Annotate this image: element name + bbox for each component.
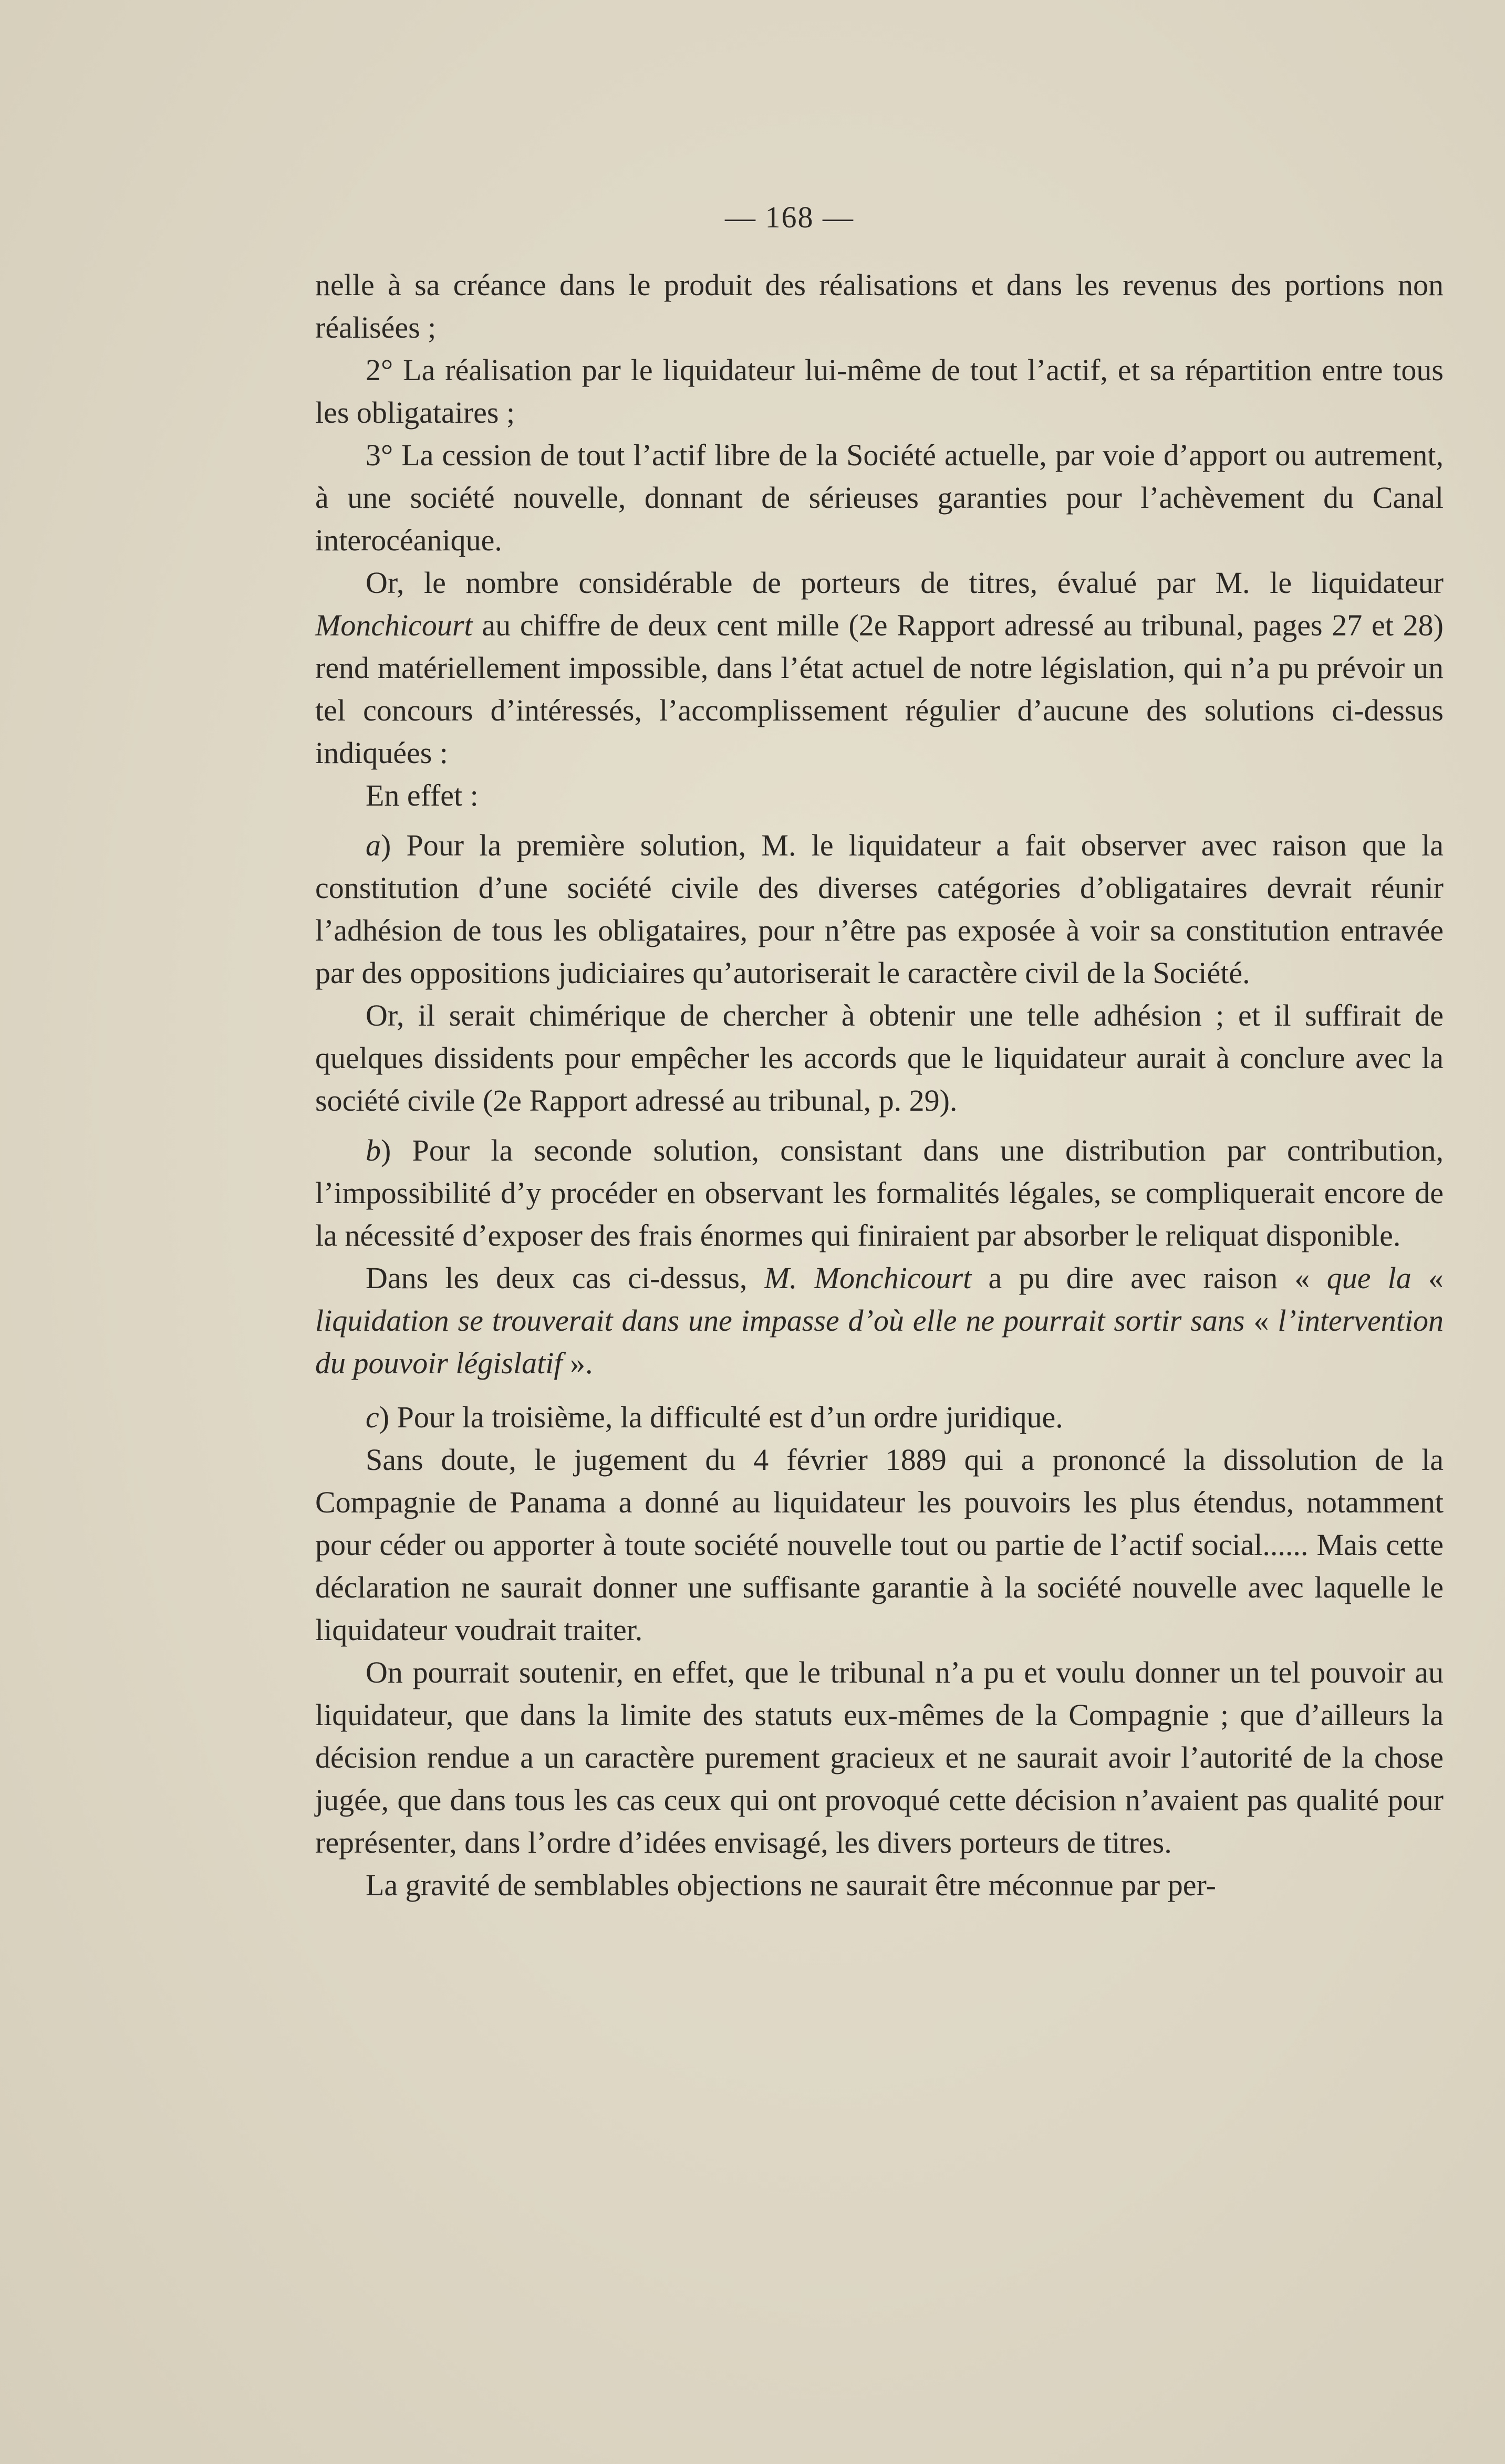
paragraph	[315, 349, 1444, 434]
text-run: En effet :	[366, 778, 479, 812]
text-run: au chiffre de deux cent mille (2e Rapport adressé au tribunal, pages 27 et 28) rend matériellement impossible, dans l’état actuel de notre législation, qui n’a pu prévoir un tel concours d’intéressés, l’accomplissement régulier d’aucune des solutions ci-dessus indiquées :	[315, 608, 1444, 770]
italic-text: b	[366, 1133, 381, 1167]
text-run: «	[1411, 1261, 1444, 1295]
paragraph	[315, 1438, 1444, 1651]
italic-text: c	[366, 1400, 379, 1434]
paragraph	[315, 824, 1444, 994]
paragraph	[315, 1651, 1444, 1864]
italic-text: M. Monchicourt	[764, 1261, 972, 1295]
text-run: Sans doute, le jugement du 4 février 1889 qui a prononcé la dissolution de la Compagnie de Panama a donné au liquidateur les pouvoirs les plus étendus, notamment pour céder ou apporter à toute société nouvelle tout ou partie de l’actif social...... Mais cette déclaration ne saurait donner une suffisante garantie à la société nouvelle avec laquelle le liquidateur voudrait traiter.	[315, 1443, 1444, 1647]
italic-text: liquidation se trouverait dans une impasse d’où elle ne pourrait sortir sans	[315, 1303, 1245, 1338]
italic-text: a	[366, 828, 381, 862]
text-run: a pu dire avec raison «	[971, 1261, 1327, 1295]
text-run: On pourrait soutenir, en effet, que le tribunal n’a pu et voulu donner un tel pouvoir au liquidateur, que dans la limite des statuts eux-mêmes de la Compagnie ; que d’ailleurs la décision rendue a un caractère purement gracieux et ne saurait avoir l’autorité de la chose jugée, que dans tous les cas ceux qui ont provoqué cette décision n’avaient pas qualité pour représenter, dans l’ordre d’idées envisagé, les divers porteurs de titres.	[315, 1655, 1444, 1860]
paragraph	[315, 1396, 1444, 1438]
text-run: nelle à sa créance dans le produit des réalisations et dans les revenus des portions non réalisées ;	[315, 268, 1444, 344]
text-run: ) Pour la troisième, la difficulté est d’un ordre juridique.	[379, 1400, 1063, 1434]
page-number: — 168 —	[725, 200, 854, 234]
italic-text: l’intervention du pouvoir législatif	[315, 1303, 1444, 1380]
italic-text: Monchicourt	[315, 608, 473, 642]
text-run: Dans les deux cas ci-dessus,	[366, 1261, 764, 1295]
text-run: ».	[562, 1346, 593, 1380]
paragraph	[315, 1129, 1444, 1257]
text-run: Or, il serait chimérique de chercher à obtenir une telle adhésion ; et il suffirait de quelques dissidents pour empêcher les accords que le liquidateur aurait à conclure avec la société civile (2e Rapport adressé au tribunal, p. 29).	[315, 998, 1444, 1118]
text-run: 3° La cession de tout l’actif libre de la Société actuelle, par voie d’apport ou autrement, à une société nouvelle, donnant de sérieuses garanties pour l’achèvement du Canal interocéanique.	[315, 438, 1444, 557]
paragraph	[315, 561, 1444, 774]
paragraph	[315, 994, 1444, 1122]
italic-text: que la	[1326, 1261, 1411, 1295]
text-run: Or, le nombre considérable de porteurs de titres, évalué par M. le liquidateur	[366, 566, 1444, 600]
paragraph	[315, 1257, 1444, 1384]
text-run: 2° La réalisation par le liquidateur lui-même de tout l’actif, et sa répartition entre tous les obligataires ;	[315, 353, 1444, 430]
text-run: ) Pour la première solution, M. le liquidateur a fait observer avec raison que la constitution d’une société civile des diverses catégories d’obligataires devrait réunir l’adhésion de tous les obligataires, pour n’être pas exposée à voir sa constitution entravée par des oppositions judiciaires qu’autoriserait le caractère civil de la Société.	[315, 828, 1444, 990]
body-text	[315, 264, 1444, 1906]
text-run: ) Pour la seconde solution, consistant dans une distribution par contribution, l’impossibilité d’y procéder en observant les formalités légales, se compliquerait encore de la nécessité d’exposer des frais énormes qui finiraient par absorber le reliquat disponible.	[315, 1133, 1444, 1252]
paragraph	[315, 774, 1444, 817]
paragraph	[315, 1864, 1444, 1906]
paragraph	[315, 264, 1444, 349]
paragraph	[315, 434, 1444, 561]
text-run: «	[1244, 1303, 1278, 1338]
text-run: La gravité de semblables objections ne saurait être méconnue par per-	[366, 1868, 1216, 1902]
